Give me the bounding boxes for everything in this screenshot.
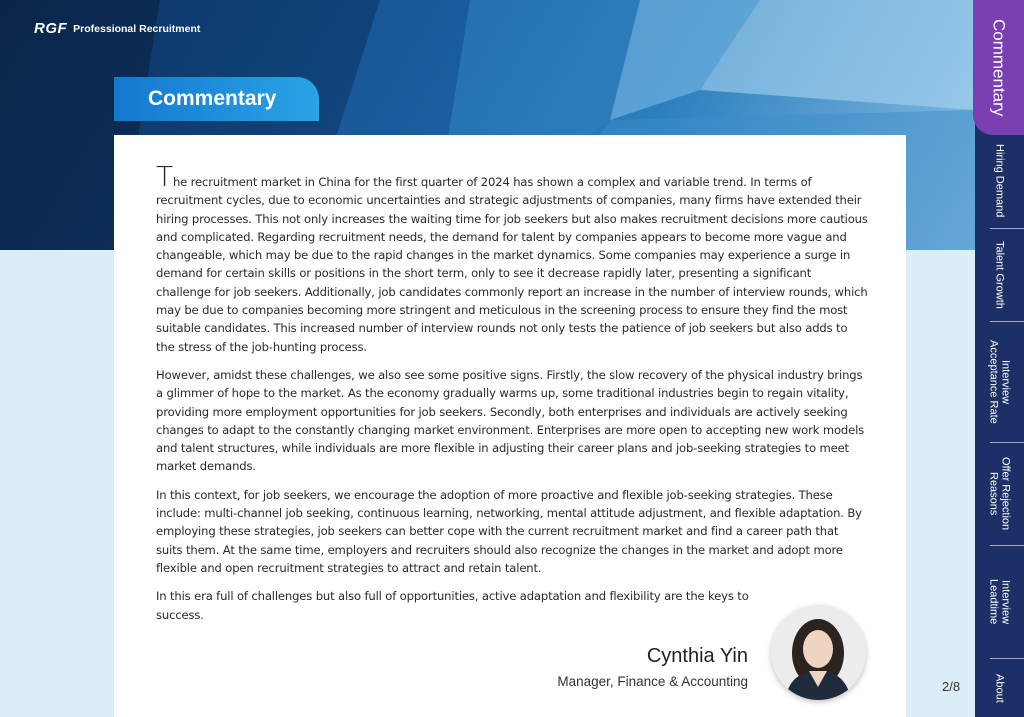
brand-logo [34, 20, 200, 37]
tab-hiring-demand[interactable] [975, 135, 1024, 227]
paragraph: The recruitment market in China for the first quarter of 2024 has shown a complex and variable trend. In terms of recruitment cycles, due to economic uncertainties and strategic adjustments of companies, many firms have extended their hiring processes. This not only increases the waiting time for job seekers but also makes recruitment decisions more cautious and complicated. Regarding recruitment needs, the demand for talent by companies appears to become more vague and changeable, which may be due to the rapid changes in the market dynamics. Some companies may experience a surge in demand for certain skills or positions in the short term, only to see it decrease rapidly later, presenting a significant challenge for job seekers. Additionally, job candidates commonly report an increase in the number of interview rounds, which may be due to companies becoming more stringent and meticulous in the screening process to ensure they find the most suitable candidates. This increased number of interview rounds not only tests the patience of job seekers but also adds to the stress of the job-hunting process. [156, 160, 868, 354]
signature [557, 645, 748, 689]
person-photo-icon [771, 605, 866, 700]
tab-label: Interview Acceptance Rate [987, 340, 1012, 424]
tab-label: About [993, 673, 1006, 703]
signature-name: Cynthia Yin [646, 645, 748, 667]
paragraph: However, amidst these challenges, we also see some positive signs. Firstly, the slow recovery of the physical industry brings a glimmer of hope to the market. As the economy gradually warms up, some traditional industries begin to regain vitality, providing more employment opportunities for job seekers. Secondly, both enterprises and individuals are actively seeking changes to adapt to the constantly changing market environment. Enterprises are more open to accepting new work models and talent structures, while individuals are more flexible in adjusting their career plans and job-seeking strategies to meet market demands. [156, 367, 865, 474]
tab-label: Hiring Demand [993, 144, 1006, 218]
logo-text: Professional Recruitment [73, 22, 201, 35]
tab-interview-leadtime[interactable] [975, 546, 1024, 658]
commentary-card [114, 135, 906, 717]
tab-label: Offer Rejection Reasons [987, 457, 1012, 531]
tab-talent-growth[interactable] [975, 229, 1024, 321]
tab-label: Interview Leadtime [987, 579, 1012, 625]
avatar [771, 605, 866, 700]
paragraph: In this era full of challenges but also full of opportunities, active adaptation and flexibility are the keys to success. [156, 589, 749, 622]
logo-mark: RGF [34, 20, 68, 37]
tab-offer-rejection-reasons[interactable] [975, 443, 1024, 545]
tab-commentary-label: Commentary [989, 18, 1009, 117]
section-title: Commentary [114, 77, 319, 121]
paragraph: In this context, for job seekers, we encourage the adoption of more proactive and flexible job-seeking strategies. These include: multi-channel job seeking, continuous learning, networking, mental attitude adjustment, and flexible adaptation. By employing these strategies, job seekers can better cope with the current recruitment market and find a career path that suits them. At the same time, employers and recruiters should also recognize the changes in the market and adopt more flexible and open recruitment strategies to attract and retain talent. [156, 487, 862, 575]
tab-interview-acceptance-rate[interactable] [975, 322, 1024, 442]
tab-label: Talent Growth [993, 241, 1006, 309]
tab-commentary[interactable] [973, 0, 1024, 135]
tab-about[interactable] [975, 659, 1024, 717]
page-number: 2/8 [942, 679, 961, 694]
signature-role: Manager, Finance & Accounting [557, 674, 748, 689]
